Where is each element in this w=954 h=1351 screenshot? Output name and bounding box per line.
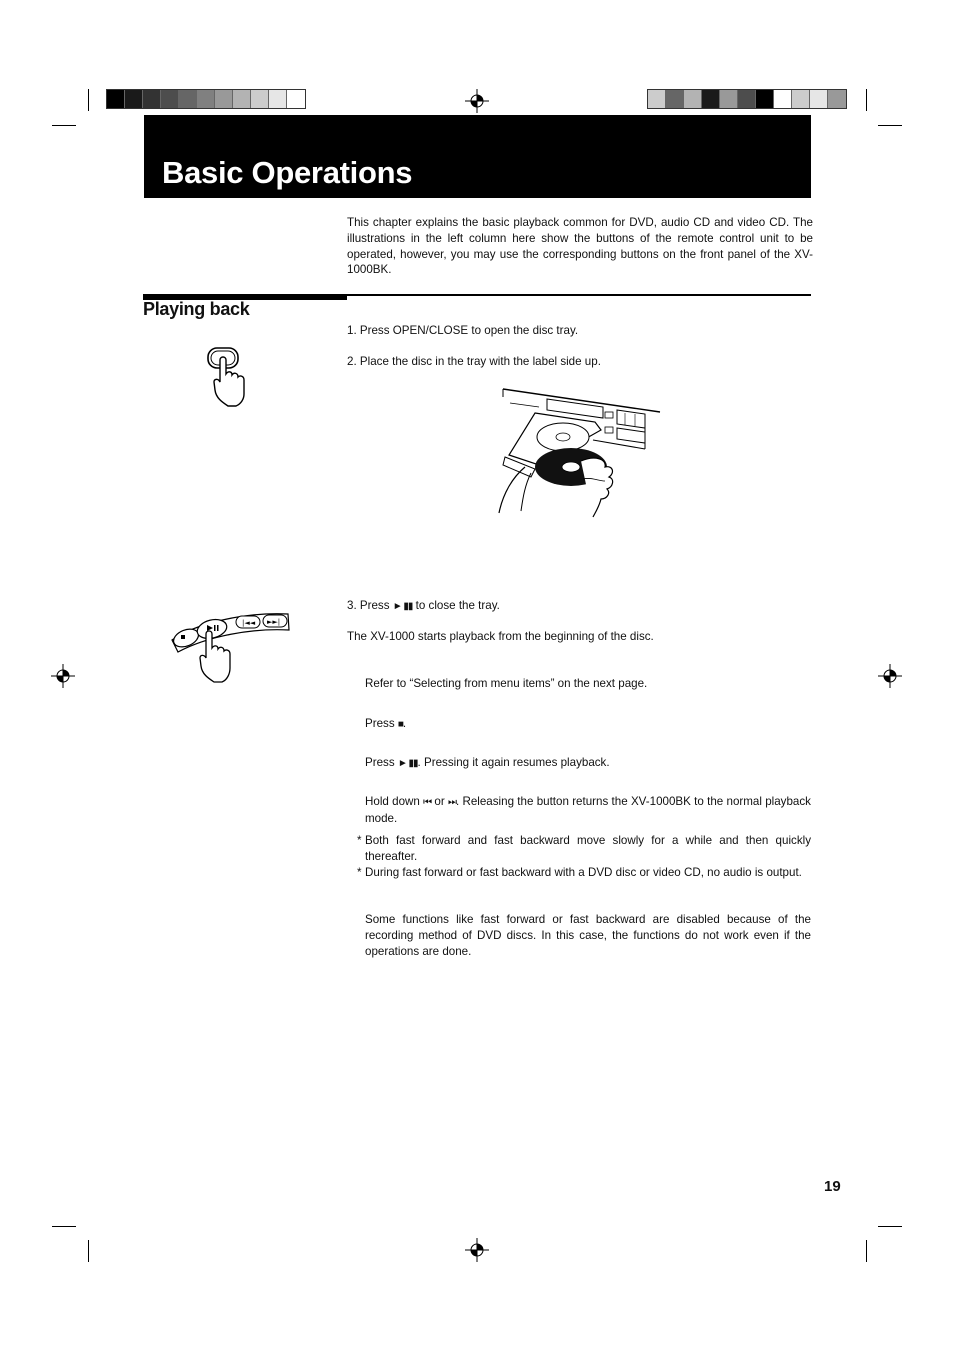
registration-mark-icon [878, 664, 902, 688]
crop-mark [52, 125, 76, 126]
step-3-prefix: 3. Press [347, 599, 393, 612]
crop-mark [52, 1226, 76, 1227]
pause-instruction [365, 755, 610, 772]
color-calibration-bar-left [106, 89, 306, 109]
crop-mark [88, 89, 89, 111]
skip-back-icon: ⏮ [423, 797, 432, 808]
registration-mark-icon [465, 1238, 489, 1262]
fast-search-instruction [365, 794, 811, 827]
pause-prefix: Press [365, 756, 398, 769]
title-band [144, 115, 811, 198]
color-calibration-bar-right [647, 89, 847, 109]
disabled-functions-text: Some functions like fast forward or fast backward are disabled because of the recording method of DVD discs. In this case, the functions do not work even if the operations are done. [365, 913, 811, 958]
stop-icon: ■ [397, 719, 403, 730]
page-number: 19 [824, 1178, 841, 1195]
step-2: 2. Place the disc in the tray with the label side up. [347, 355, 601, 368]
refer-menu-text: Refer to “Selecting from menu items” on the next page. [365, 677, 648, 690]
play-pause-icon: ► ▮▮ [392, 601, 413, 612]
crop-mark [878, 1226, 902, 1227]
crop-mark [88, 1240, 89, 1262]
registration-mark-icon [51, 664, 75, 688]
stop-instruction [365, 716, 406, 733]
crop-mark [866, 1240, 867, 1262]
section-rule [347, 294, 811, 296]
playback-start-text: The XV-1000 starts playback from the beginning of the disc. [347, 630, 654, 643]
crop-mark [866, 89, 867, 111]
svg-text:►►|: ►►| [267, 618, 281, 626]
step-3 [347, 598, 500, 615]
step-3-suffix: to close the tray. [412, 599, 500, 612]
page-title: Basic Operations [162, 155, 413, 190]
note-marker: * [357, 834, 362, 847]
disc-tray-illustration [495, 385, 665, 520]
note-fast-speed: Both fast forward and fast backward move slowly for a while and then quickly thereafter. [365, 834, 811, 863]
svg-text:|◄◄: |◄◄ [242, 619, 256, 627]
hold-or: or [431, 795, 448, 808]
registration-mark-icon [465, 89, 489, 113]
pause-suffix: . Pressing it again resumes playback. [417, 756, 610, 769]
intro-paragraph: This chapter explains the basic playback common for DVD, audio CD and video CD. The illustrations in the left column here show the buttons of the remote control unit to be operated, however, you may use the corresponding buttons on the front panel of the XV-1000BK. [347, 216, 813, 277]
hold-prefix: Hold down [365, 795, 424, 808]
hold-suffix: . Releasing the button returns the XV-1000BK to the normal playback mode. [365, 795, 811, 825]
skip-forward-icon: ⏭ [447, 797, 456, 808]
stop-prefix: Press [365, 717, 398, 730]
note-no-audio: During fast forward or fast backward with a DVD disc or video CD, no audio is output. [365, 866, 802, 879]
stop-suffix: . [402, 717, 407, 730]
hand-pressing-button-icon [200, 344, 260, 408]
crop-mark [878, 125, 902, 126]
section-title: Playing back [143, 299, 250, 319]
note-marker: * [357, 866, 362, 879]
step-1: 1. Press OPEN/CLOSE to open the disc tray. [347, 324, 579, 337]
play-pause-icon: ► ▮▮ [397, 758, 418, 769]
remote-buttons-hand-illustration [168, 608, 294, 686]
